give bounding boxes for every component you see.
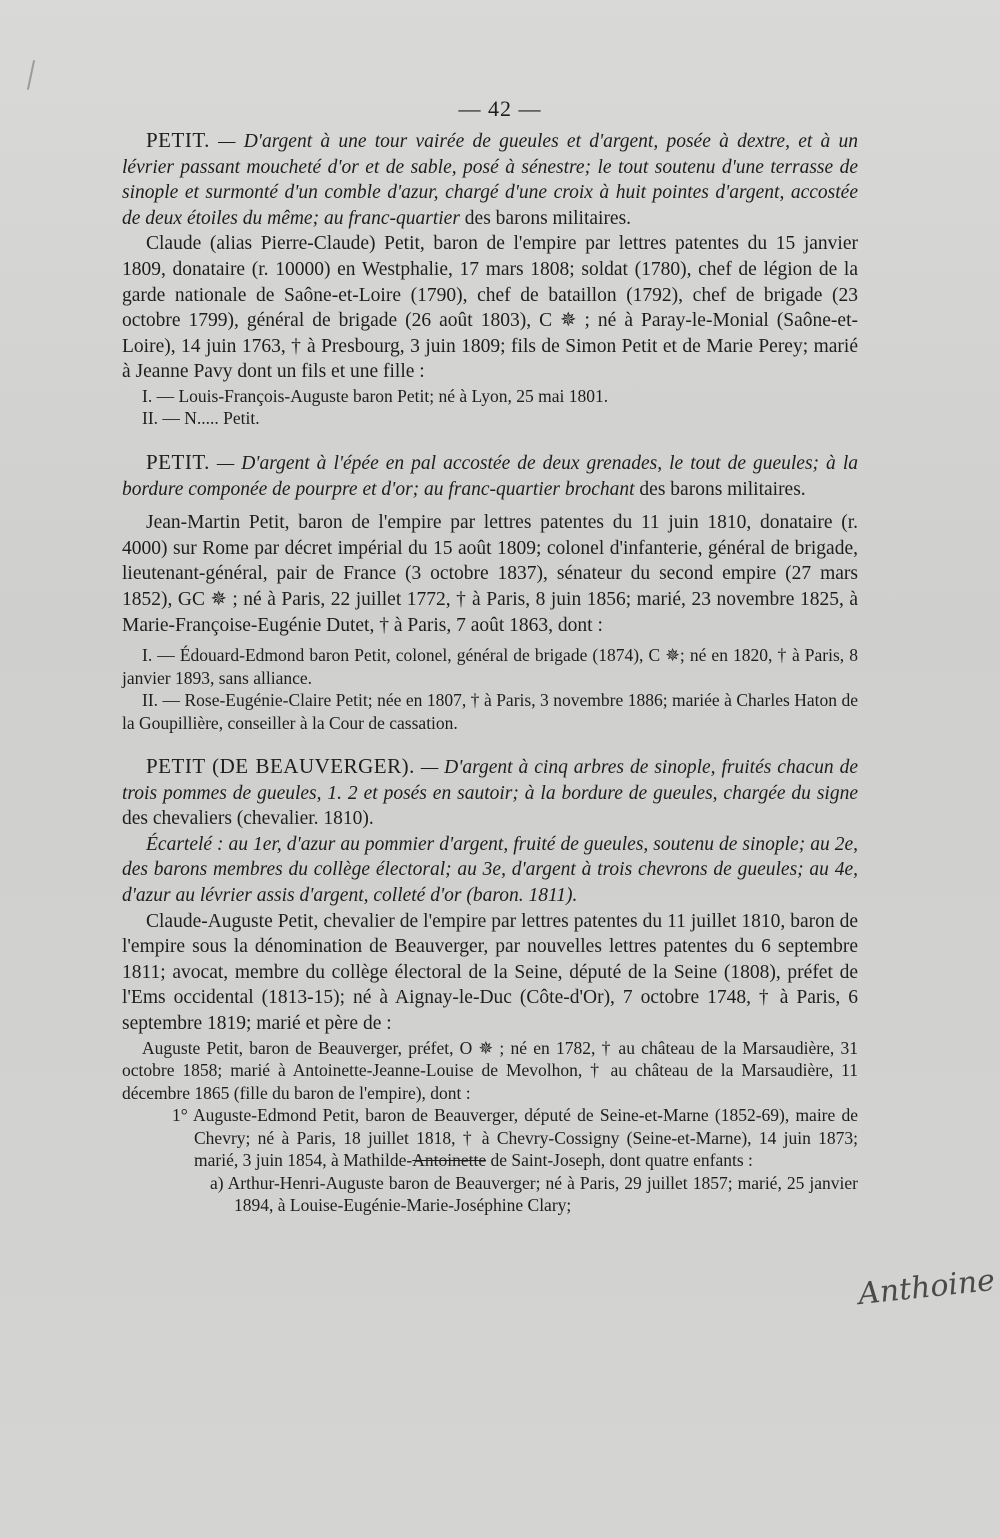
entry-2-title: PETIT. [146, 449, 210, 474]
entry-3-son: Auguste Petit, baron de Beauverger, préfet, O ✵ ; né en 1782, † au château de la Marsaudière, 31 octobre 1858; marié à Antoinette-Jeanne-Louise de Mevolhon, † au château de la Marsaudière, 11 décembre 1865 (fille du baron de l'empire), dont : [122, 1037, 858, 1103]
entry-2-blazon [122, 450, 858, 502]
struck-word: Antoinette [412, 1150, 487, 1171]
grandchild-text-a: 1° Auguste-Edmond Petit, baron de Beauverger, député de Seine-et-Marne (1852-69), maire de Chevry; né à Paris, 18 juillet 1818, † à Chevry-Cossigny (Seine-et-Marne), 14 juin 1873; marié, 3 juin 1854, à Mathilde- [172, 1105, 858, 1171]
entry-3-blazon-end: des chevaliers (chevalier. 1810). [122, 808, 374, 830]
entry-3-blazon-text: — D'argent à cinq arbres de sinople, fruités chacun de trois pommes de gueules, 1. 2 et posés en sautoir; à la bordure de gueules, chargée du signe [122, 757, 858, 804]
entry-2-child-2: II. — Rose-Eugénie-Claire Petit; née en 1807, † à Paris, 3 novembre 1886; mariée à Charles Haton de la Goupillière, conseiller à la Cour de cassation. [122, 690, 858, 733]
entry-1-person: Claude (alias Pierre-Claude) Petit, baron de l'empire par lettres patentes du 15 janvier 1809, donataire (r. 10000) en Westphalie, 17 mars 1808; soldat (1780), chef de légion de la garde nationale de Saône-et-Loire (1790), chef de bataillon (1792), chef de brigade (23 octobre 1799), général de brigade (26 août 1803), C ✵ ; né à Paray-le-Monial (Saône-et-Loire), 14 juin 1763, † à Presbourg, 3 juin 1809; fils de Simon Petit et de Marie Perey; marié à Jeanne Pavy dont un fils et une fille : [122, 233, 858, 383]
entry-3-person: Claude-Auguste Petit, chevalier de l'empire par lettres patentes du 11 juillet 1810, baron de l'empire sous la dénomination de Beauverger, par nouvelles lettres patentes du 6 septembre 1811; avocat, membre du collège électoral de la Seine, député de la Seine (1808), préfet de l'Ems occidental (1813-15); né à Aignay-le-Duc (Côte-d'Or), 7 octobre 1748, † à Paris, 6 septembre 1819; marié et père de : [122, 910, 858, 1035]
entry-1-child-2: II. — N..... Petit. [142, 408, 260, 429]
entry-1-title: PETIT. [146, 128, 210, 152]
grandchild-text-b: de Saint-Joseph, dont quatre enfants : [486, 1150, 753, 1171]
entry-3-ecartele: Écartelé : au 1er, d'azur au pommier d'argent, fruité de gueules, soutenu de sinople; au 2e, des barons membres du collège électoral; au 3e, d'argent à trois chevrons de gueules; au 4e, d'azur au lévrier assis d'argent, colleté d'or (baron. 1811). [122, 833, 858, 907]
entry-2-blazon-text: — D'argent à l'épée en pal accostée de deux grenades, le tout de gueules; à la bordure componée de pourpre et d'or; au franc-quartier brochant [122, 452, 858, 500]
entry-3-title: PETIT (DE BEAUVERGER). [146, 754, 415, 779]
entry-1-blazon [122, 128, 858, 231]
entry-3-blazon [122, 754, 858, 832]
entry-2-person: Jean-Martin Petit, baron de l'empire par lettres patentes du 11 juin 1810, donataire (r. 4000) sur Rome par décret impérial du 15 août 1809; colonel d'infanterie, général de brigade, lieutenant-général, pair de France (3 octobre 1837), sénateur du second empire (27 mars 1852), GC ✵ ; né à Paris, 22 juillet 1772, † à Paris, 8 juin 1856; marié, 23 novembre 1825, à Marie-Françoise-Eugénie Dutet, † à Paris, 7 août 1863, dont : [122, 512, 858, 636]
entry-1-blazon-text: — D'argent à une tour vairée de gueules et d'argent, posée à dextre, et à un lévrier passant moucheté d'or et de sable, posé à sénestre; le tout soutenu d'une terrasse de sinople et surmonté d'un comble d'azur, chargé d'une croix à huit pointes d'argent, accostée de deux étoiles du même; au franc-quartier [122, 131, 858, 229]
entry-1-child-1: I. — Louis-François-Auguste baron Petit; né à Lyon, 25 mai 1801. [142, 385, 609, 406]
entry-3-great-grandchild: a) Arthur-Henri-Auguste baron de Beauverger; né à Paris, 29 juillet 1857; marié, 25 janvier 1894, à Louise-Eugénie-Marie-Joséphine Clary; [210, 1172, 858, 1216]
handwritten-margin-note: Anthoine [856, 1262, 997, 1313]
pencil-mark [27, 60, 35, 90]
entry-2-child-1: I. — Édouard-Edmond baron Petit, colonel, général de brigade (1874), C ✵; né en 1820, † à Paris, 8 janvier 1893, sans alliance. [122, 645, 858, 688]
entry-1-blazon-end: des barons militaires. [459, 207, 632, 229]
page-number: — 42 — [458, 96, 542, 121]
entry-3-grandchild [122, 1104, 858, 1172]
entry-2-blazon-end: des barons militaires. [634, 478, 806, 500]
page-body [122, 128, 858, 1217]
